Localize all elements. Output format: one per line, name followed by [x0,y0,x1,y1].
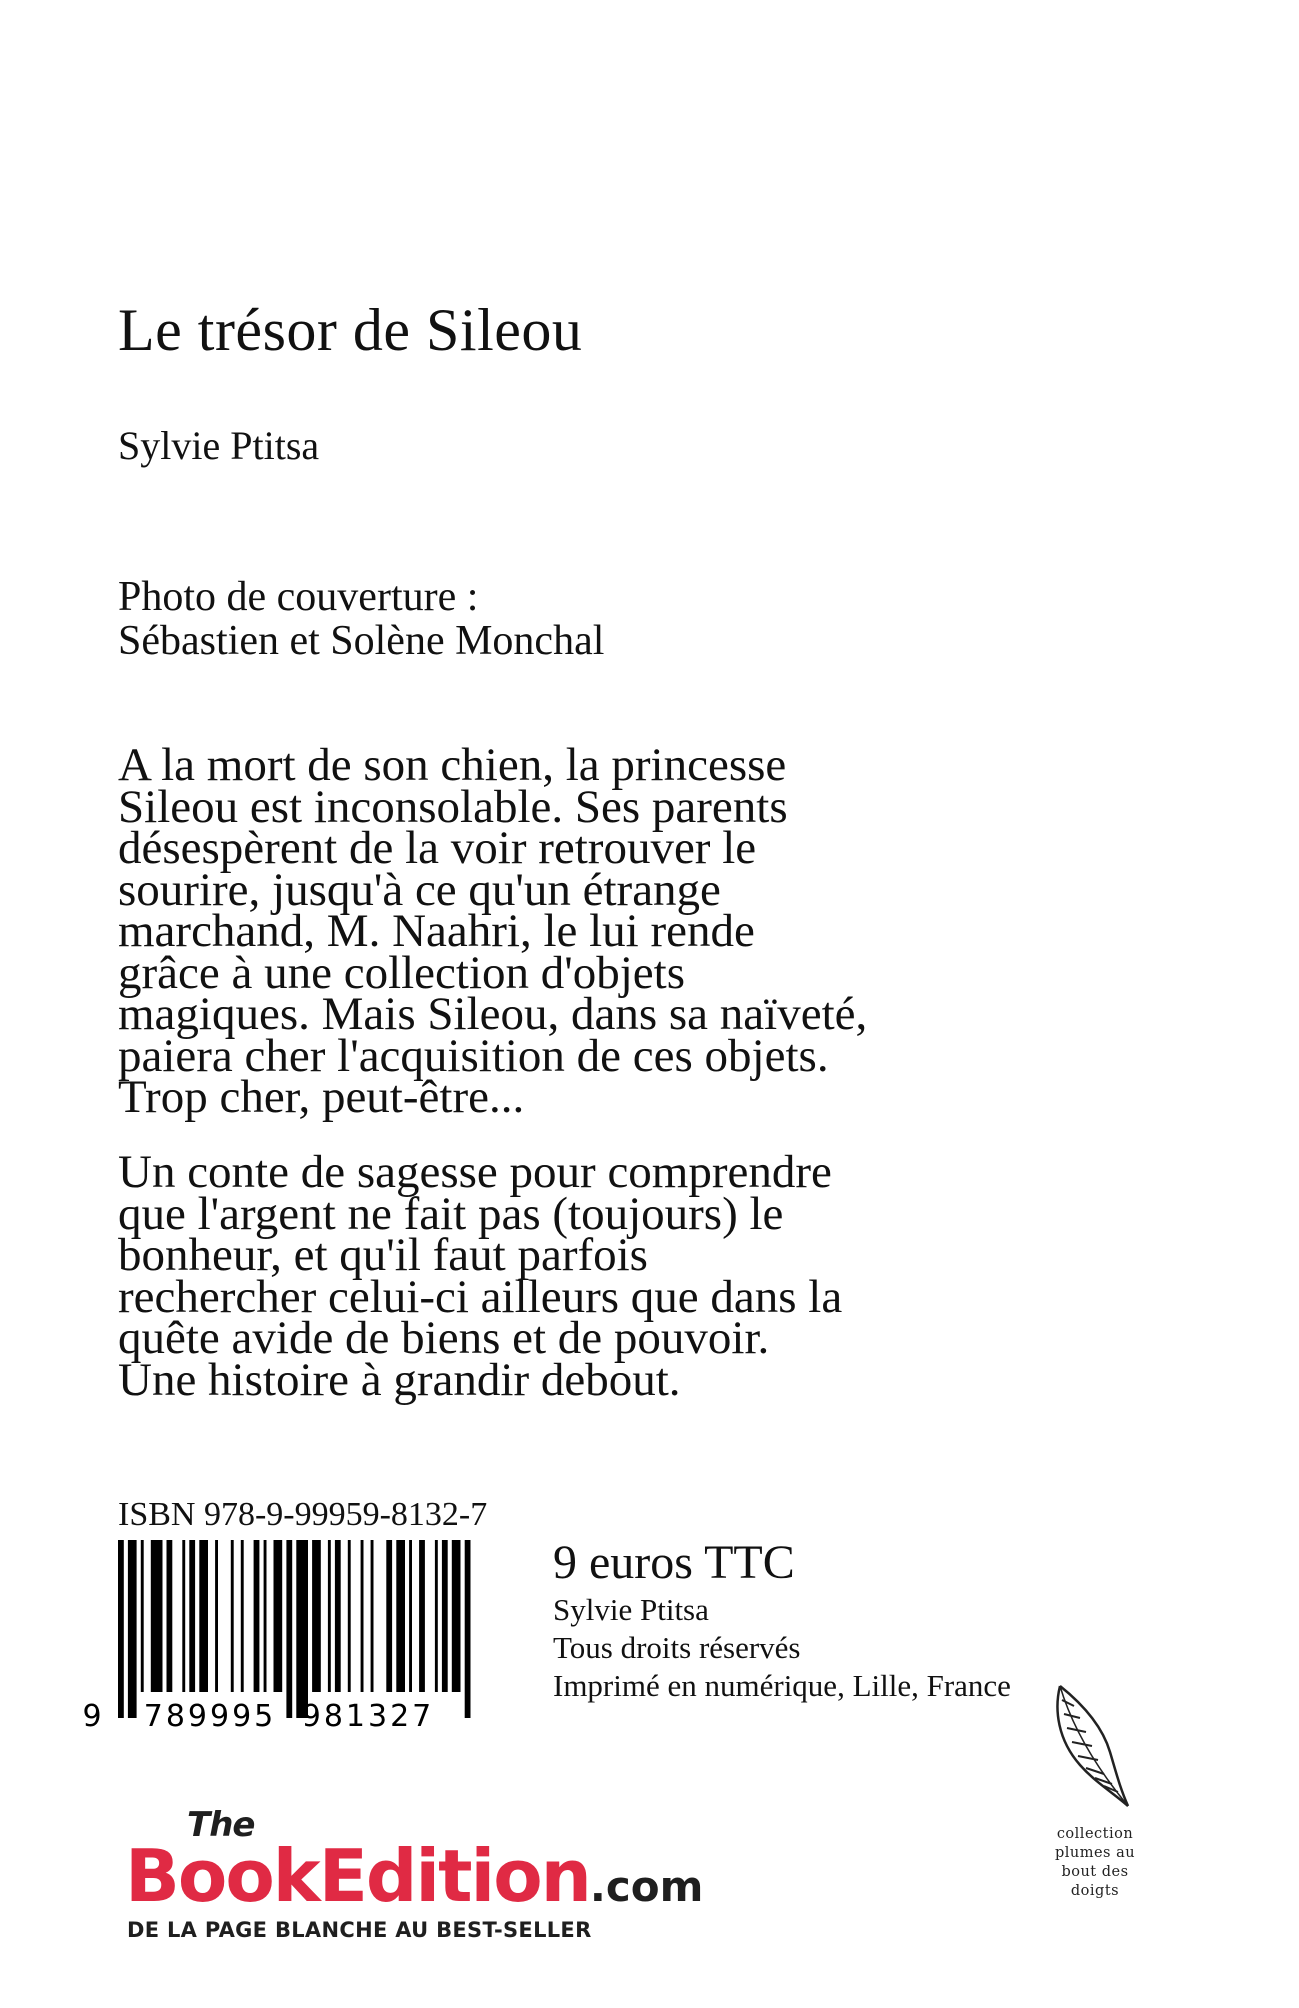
collection-line: collection [1056,1826,1134,1842]
barcode-bar [199,1540,208,1692]
synopsis-line: Un conte de sagesse pour comprendre [118,1146,832,1198]
copyright-author: Sylvie Ptitsa [553,1592,709,1627]
rights-notice: Tous droits réservés [553,1630,801,1665]
logo-the: The [187,1805,255,1845]
synopsis-line: sourire, jusqu'à ce qu'un étrange [118,863,721,916]
collection-line: plumes au [1054,1845,1136,1861]
collection-line: doigts [1070,1883,1120,1899]
barcode-bar [452,1540,461,1692]
feather-icon [1040,1680,1140,1810]
book-author: Sylvie Ptitsa [118,423,320,468]
synopsis-paragraph-2 [118,1146,1118,1406]
printing-info: Imprimé en numérique, Lille, France [553,1668,1011,1703]
barcode-bar [361,1540,364,1692]
barcode-bar [189,1540,195,1692]
synopsis-line: quête avide de biens et de pouvoir. [118,1312,770,1364]
barcode-bar [215,1540,218,1692]
barcode-digits-right: 981327 [301,1699,435,1730]
photo-credit-names: Sébastien et Solène Monchal [118,618,605,664]
price: 9 euros TTC [553,1536,795,1589]
book-title: Le trésor de Sileou [118,297,583,363]
synopsis-line: grâce à une collection d'objets [118,946,686,999]
barcode-bar [435,1540,438,1692]
barcode-digits-left: 789995 [143,1699,277,1730]
barcode-graphic [78,1540,478,1730]
collection-line: bout des [1061,1864,1129,1880]
logo-wordmark [125,1836,703,1927]
barcode-bar [264,1540,267,1692]
synopsis-line: magiques. Mais Sileou, dans sa naïveté, [118,988,868,1040]
barcode-bar [241,1540,244,1692]
isbn-label: ISBN 978-9-99959-8132-7 [118,1496,488,1533]
collection-label [1035,1825,1155,1901]
barcode-bar [409,1540,412,1692]
barcode-digit-first: 9 [82,1699,102,1730]
synopsis-line: désespèrent de la voir retrouver le [118,822,757,874]
photo-credit-label: Photo de couverture : [118,574,479,620]
barcode-bar [118,1540,124,1718]
barcode-bar [328,1540,331,1692]
barcode-bar [371,1540,374,1692]
synopsis-paragraph-1 [118,739,1118,1123]
barcode-bar [182,1540,185,1692]
barcode-bar [419,1540,425,1692]
barcode-bar [335,1540,341,1692]
barcode-bar [348,1540,351,1692]
barcode-bar [151,1540,163,1692]
barcode-bar [274,1540,283,1692]
barcode-bar [386,1540,392,1692]
synopsis-line: A la mort de son chien, la princesse [118,739,787,791]
synopsis-line: Sileou est inconsolable. Ses parents [118,780,788,833]
barcode-bar [312,1540,321,1692]
barcode-bar [286,1540,292,1718]
synopsis-line: marchand, M. Naahri, le lui rende [118,905,755,957]
synopsis-line: Une histoire à grandir debout. [118,1353,681,1406]
barcode-bar [442,1540,448,1692]
logo-name: BookEdition [125,1834,590,1918]
logo-domain: .com [589,1862,704,1911]
barcode-bar [231,1540,234,1692]
barcode [78,1540,478,1730]
logo-tagline: DE LA PAGE BLANCHE AU BEST-SELLER [127,1918,592,1942]
barcode-bar [141,1540,144,1692]
barcode-bar [128,1540,137,1718]
synopsis-line: bonheur, et qu'il faut parfois [118,1229,648,1281]
legal-info [553,1535,1011,1705]
barcode-bar [396,1540,405,1692]
synopsis-line: que l'argent ne fait pas (toujours) le [118,1187,784,1240]
photo-credits [118,575,604,663]
synopsis-line: paiera cher l'acquisition de ces objets. [118,1029,829,1082]
synopsis-line: rechercher celui-ci ailleurs que dans la [118,1270,843,1323]
barcode-bar [167,1540,173,1692]
barcode-bar [254,1540,260,1692]
barcode-bar [465,1540,471,1718]
barcode-bar [296,1540,308,1718]
synopsis-line: Trop cher, peut-être... [118,1071,525,1123]
